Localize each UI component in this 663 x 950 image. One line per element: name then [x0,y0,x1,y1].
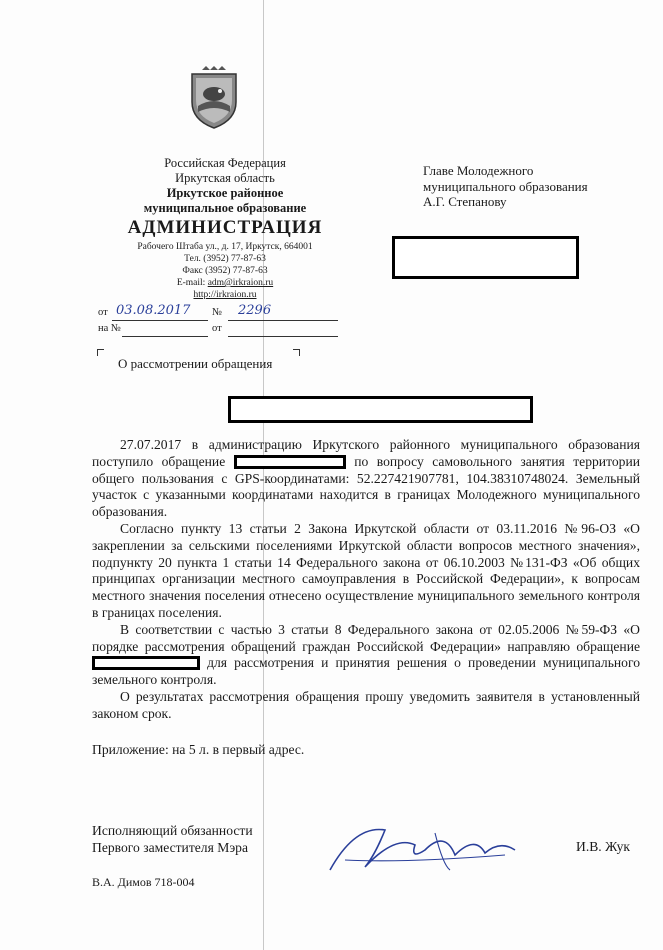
sender-title: АДМИНИСТРАЦИЯ [127,217,323,238]
reg-from-label: от [98,307,108,318]
addressee-line3: А.Г. Степанову [423,194,507,209]
signatory-name: И.В. Жук [576,839,630,854]
redaction-box [392,236,579,279]
coat-of-arms-emblem [188,66,240,130]
paragraph-4: О результатах рассмотрения обращения прошу уведомить заявителя в установленный законом срок. [92,688,640,721]
redaction-inline [92,656,200,670]
signatory-position: Исполняющий обязанности Первого заместителя Мэра [92,823,253,855]
email-label: E-mail: [176,278,208,288]
addressee-block [423,163,588,210]
reg-number: 2296 [238,303,272,318]
subject-line: О рассмотрении обращения [118,356,273,371]
sender-district: Иркутское районное [166,186,284,200]
sender-region: Иркутская область [175,171,275,185]
subject-corner-mark [97,349,104,356]
reg-ref-label: на № [98,323,121,334]
addressee-line1: Главе Молодежного [423,163,534,178]
paragraph-3: В соответствии с частью 3 статьи 8 Федерального закона от 02.05.2006 №59-ФЗ «О порядке рассмотрения обращений граждан Российской Федерации» направляю обращение для рассмотрения и принятия решения о проведении муниципального земельного контроля. [92,621,640,688]
sender-country: Российская Федерация [164,156,286,170]
sender-fax: Факс (3952) 77-87-63 [182,266,268,276]
handwritten-signature [325,815,525,880]
reg-date: 03.08.2017 [116,303,191,318]
redaction-inline [234,455,346,469]
paragraph-1: 27.07.2017 в администрацию Иркутского районного муниципального образования поступило обращение по вопросу самовольного занятия территории общего пользования с GPS-координатами: 52.227421907781, 104.38310748024. Земельный участок с указанными координатами находится в границах Молодежного муниципального образования. [92,437,640,520]
executor-note: В.А. Димов 718-004 [92,875,195,889]
website-link[interactable]: http://irkraion.ru [193,290,257,300]
sender-phone: Тел. (3952) 77-87-63 [184,254,266,264]
sender-email-line [100,277,350,289]
letter-body [92,437,640,758]
reg-num-label: № [212,307,223,318]
email-link[interactable]: adm@irkraion.ru [207,278,274,288]
sender-formation: муниципальное образование [143,201,307,215]
reg-ref-from-label: от [212,323,222,334]
sender-address: Рабочего Штаба ул., д. 17, Иркутск, 664001 [137,242,313,252]
attachment-note: Приложение: на 5 л. в первый адрес. [92,741,305,757]
paragraph-2: Согласно пункту 13 статьи 2 Закона Иркутской области от 03.11.2016 №96-ОЗ «О закреплении за сельскими поселениями Иркутской области вопросов местного значения», подпункту 20 пункта 1 статьи 14 Федерального закона от 06.10.2003 №131-ФЗ «Об общих принципах организации местного самоуправления в Российской Федерации», к вопросам местного значения поселения отнесено осуществление муниципального земельного контроля в границах поселения. [92,520,640,620]
redaction-box [228,396,533,423]
addressee-line2: муниципального образования [423,178,588,194]
subject-corner-mark [293,349,300,356]
